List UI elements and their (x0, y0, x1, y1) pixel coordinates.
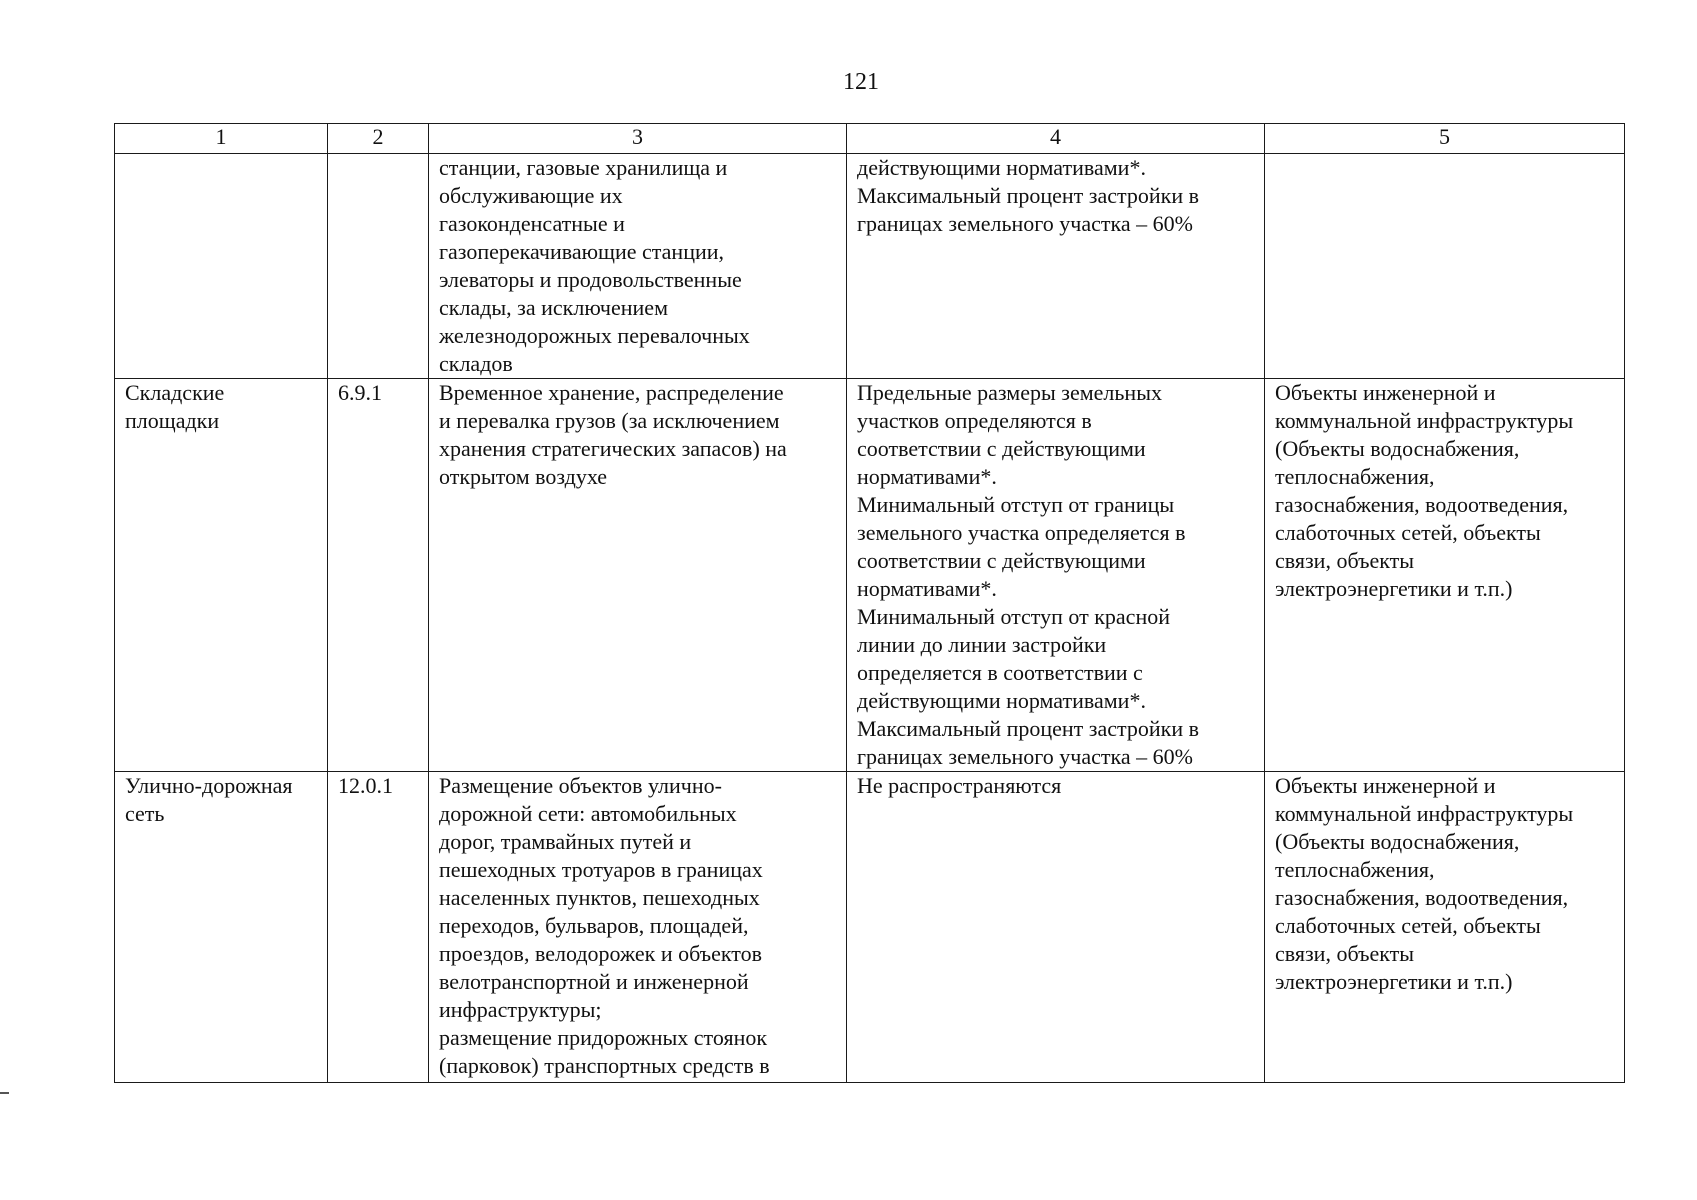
column-header-3: 3 (429, 124, 847, 154)
cell-auxiliary-uses (1265, 772, 1625, 1083)
column-header-2: 2 (328, 124, 429, 154)
cell-text: Объекты инженерной и коммунальной инфраструктуры (Объекты водоснабжения, теплоснабжения, газоснабжения, водоотведения, слаботочных сетей, объекты связи, объекты электроэнергетики и т.п.) (1275, 773, 1574, 994)
table-row-street-network (115, 772, 1625, 1083)
cell-parameters (847, 154, 1265, 379)
column-header-1: 1 (115, 124, 328, 154)
table-header-row (115, 124, 1625, 154)
zoning-table (114, 123, 1625, 1083)
cell-use-name (115, 379, 328, 772)
cell-use-code (328, 772, 429, 1083)
cell-text: Объекты инженерной и коммунальной инфраструктуры (Объекты водоснабжения, теплоснабжения, газоснабжения, водоотведения, слаботочных сетей, объекты связи, объекты электроэнергетики и т.п.) (1275, 380, 1574, 601)
cell-text: Улично-дорожная сеть (125, 773, 293, 826)
cell-text: 12.0.1 (338, 773, 393, 798)
cell-auxiliary-uses (1265, 154, 1625, 379)
margin-tick-mark (0, 1092, 9, 1094)
cell-text: Не распространяются (857, 773, 1062, 798)
page-number: 121 (843, 69, 879, 95)
cell-auxiliary-uses (1265, 379, 1625, 772)
table-row-storage-sites (115, 379, 1625, 772)
cell-text: 6.9.1 (338, 380, 382, 405)
cell-parameters (847, 772, 1265, 1083)
cell-parameters (847, 379, 1265, 772)
cell-use-name (115, 154, 328, 379)
cell-use-code (328, 379, 429, 772)
column-header-4: 4 (847, 124, 1265, 154)
table-row-continuation (115, 154, 1625, 379)
cell-text: Предельные размеры земельных участков определяются в соответствии с действующими нормативами*. Минимальный отступ от границы земельного участка определяется в соответствии с действующими нормативами*. Минимальный отступ от красной линии до линии застройки определяется в соответствии с действующими нормативами*. Максимальный процент застройки в границах земельного участка – 60% (857, 380, 1199, 769)
cell-use-description (429, 154, 847, 379)
cell-text: Размещение объектов улично- дорожной сети: автомобильных дорог, трамвайных путей и пешеходных тротуаров в границах населенных пунктов, пешеходных переходов, бульваров, площадей, проездов, велодорожек и объектов велотранспортной и инженерной инфраструктуры; размещение придорожных стоянок (парковок) транспортных средств в (439, 773, 770, 1078)
cell-use-description (429, 379, 847, 772)
cell-use-description (429, 772, 847, 1083)
cell-use-code (328, 154, 429, 379)
cell-use-name (115, 772, 328, 1083)
cell-text: действующими нормативами*. Максимальный процент застройки в границах земельного участка – 60% (857, 155, 1199, 236)
cell-text: Временное хранение, распределение и перевалка грузов (за исключением хранения стратегических запасов) на открытом воздухе (439, 380, 787, 489)
cell-text: Складские площадки (125, 380, 225, 433)
cell-text: станции, газовые хранилища и обслуживающие их газоконденсатные и газоперекачивающие станции, элеваторы и продовольственные склады, за исключением железнодорожных перевалочных складов (439, 155, 750, 376)
column-header-5: 5 (1265, 124, 1625, 154)
